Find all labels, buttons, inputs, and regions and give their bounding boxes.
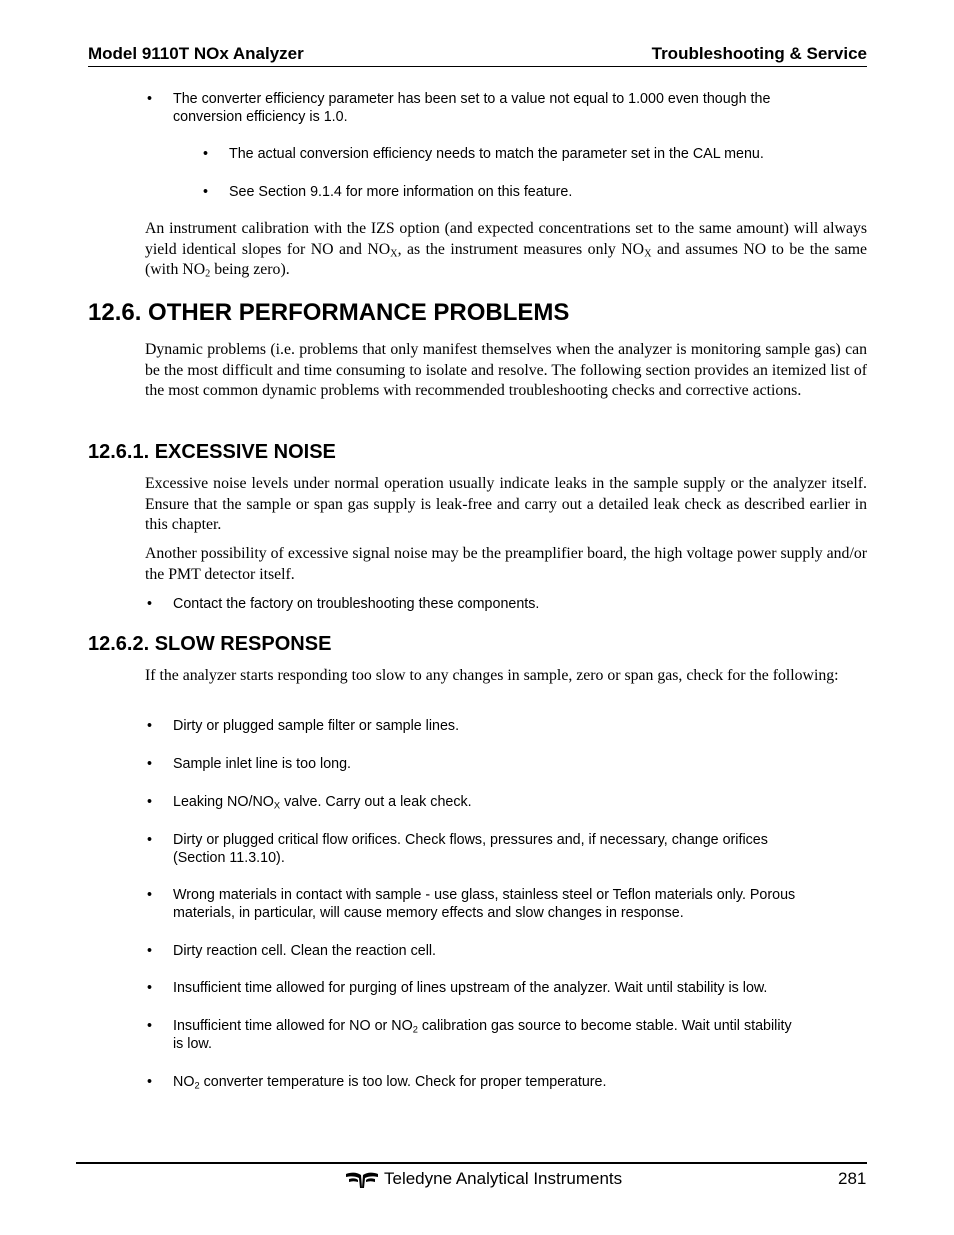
- header-section: Troubleshooting & Service: [651, 44, 867, 63]
- bullet-icon: •: [147, 943, 153, 959]
- list-item-text: The actual conversion efficiency needs to match the parameter set in the CAL menu.: [229, 146, 764, 162]
- list-item-text: [173, 793, 873, 811]
- list-item: [147, 1073, 873, 1091]
- list-item: [147, 886, 873, 922]
- page-header: [88, 44, 867, 67]
- bullet-icon: •: [147, 887, 153, 903]
- section-paragraph: If the analyzer starts responding too slow to any changes in sample, zero or span gas, check for the following:: [145, 667, 839, 684]
- list-item-text: Sample inlet line is too long.: [173, 756, 352, 772]
- subscript: 2: [412, 1024, 418, 1035]
- list-item-text: (Section 11.3.10).: [173, 850, 285, 866]
- list-item: [147, 979, 873, 997]
- list-item-text: materials, in particular, will cause memory effects and slow changes in response.: [173, 905, 684, 921]
- text-run: valve. Carry out a leak check.: [280, 794, 472, 810]
- section-paragraph: Excessive noise levels under normal operation usually indicate leaks in the sample supply or the analyzer itself. Ensure that the sample or span gas supply is leak-free and carry out a detailed leak check as described earlier in this chapter.: [145, 475, 867, 533]
- bullet-icon: •: [147, 756, 153, 772]
- bullet-icon: •: [147, 91, 153, 107]
- list-item-text: Insufficient time allowed for purging of lines upstream of the analyzer. Wait until stability is low.: [173, 980, 768, 996]
- list-item: [147, 595, 873, 613]
- list-item: [147, 90, 873, 126]
- subsection-heading: 12.6.1. EXCESSIVE NOISE: [88, 441, 336, 463]
- text-run: An instrument calibration with the IZS option (and expected concentrations set to the same amount) will always yield identical slopes for NO and NO: [145, 220, 867, 258]
- page-number: 281: [838, 1169, 867, 1188]
- subscript: 2: [205, 268, 211, 280]
- teledyne-logo-icon: [345, 1171, 379, 1189]
- bullet-icon: •: [147, 1074, 153, 1090]
- izs-paragraph: [145, 219, 867, 281]
- text-run: calibration gas source to become stable. Wait until stability: [417, 1018, 792, 1034]
- bullet-icon: •: [147, 596, 153, 612]
- list-item-text: Dirty or plugged sample filter or sample lines.: [173, 718, 460, 734]
- sub-list-item: [203, 183, 869, 201]
- bullet-icon: •: [147, 1018, 153, 1034]
- list-item-text: Dirty reaction cell. Clean the reaction cell.: [173, 943, 437, 959]
- list-item-text: The converter efficiency parameter has been set to a value not equal to 1.000 even though the: [173, 91, 771, 107]
- subscript: 2: [194, 1080, 200, 1091]
- list-item-text: See Section 9.1.4 for more information on this feature.: [229, 184, 573, 200]
- header-title: Model 9110T NOx Analyzer: [88, 44, 304, 63]
- list-item-text: [173, 1017, 873, 1035]
- section-paragraph: Dynamic problems (i.e. problems that only manifest themselves when the analyzer is monitoring sample gas) can be the most difficult and time consuming to isolate and resolve. The following section provides an itemized list of the most common dynamic problems with recommended troubleshooting checks and corrective actions.: [145, 341, 867, 399]
- list-item-text: Wrong materials in contact with sample - use glass, stainless steel or Teflon materials only. Porous: [173, 887, 796, 903]
- subsection-heading: 12.6.2. SLOW RESPONSE: [88, 633, 332, 655]
- text-run: NO: [173, 1074, 195, 1090]
- list-item: [147, 717, 873, 735]
- bullet-icon: •: [147, 794, 153, 810]
- footer-divider: [76, 1162, 867, 1164]
- text-run: Insufficient time allowed for NO or NO: [173, 1018, 413, 1034]
- sub-list-item: [203, 145, 869, 163]
- bullet-icon: •: [147, 718, 153, 734]
- text-run: , as the instrument measures only NO: [397, 240, 645, 258]
- subscript: X: [644, 248, 652, 260]
- bullet-icon: •: [203, 146, 209, 162]
- section-paragraph: Another possibility of excessive signal noise may be the preamplifier board, the high voltage power supply and/or the PMT detector itself.: [145, 545, 867, 583]
- list-item: [147, 831, 873, 867]
- text-run: being zero).: [210, 261, 290, 278]
- list-item-text: is low.: [173, 1036, 212, 1052]
- list-item: [147, 942, 873, 960]
- list-item-text: Contact the factory on troubleshooting these components.: [173, 596, 540, 612]
- text-run: and assumes NO to be the same (with NO: [145, 240, 868, 278]
- list-item-text: conversion efficiency is 1.0.: [173, 109, 348, 125]
- subscript: X: [390, 248, 398, 260]
- bullet-icon: •: [147, 980, 153, 996]
- bullet-icon: •: [147, 832, 153, 848]
- bullet-icon: •: [203, 184, 209, 200]
- list-item: [147, 1017, 873, 1053]
- section-heading: 12.6. OTHER PERFORMANCE PROBLEMS: [88, 299, 570, 326]
- list-item-text: Dirty or plugged critical flow orifices. Check flows, pressures and, if necessary, change orifices: [173, 832, 768, 848]
- list-item: [147, 755, 873, 773]
- list-item: [147, 793, 873, 811]
- text-run: converter temperature is too low. Check for proper temperature.: [199, 1074, 607, 1090]
- text-run: Leaking NO/NO: [173, 794, 274, 810]
- footer-company: Teledyne Analytical Instruments: [384, 1169, 623, 1188]
- list-item-text: [173, 1073, 873, 1091]
- subscript: X: [273, 800, 281, 811]
